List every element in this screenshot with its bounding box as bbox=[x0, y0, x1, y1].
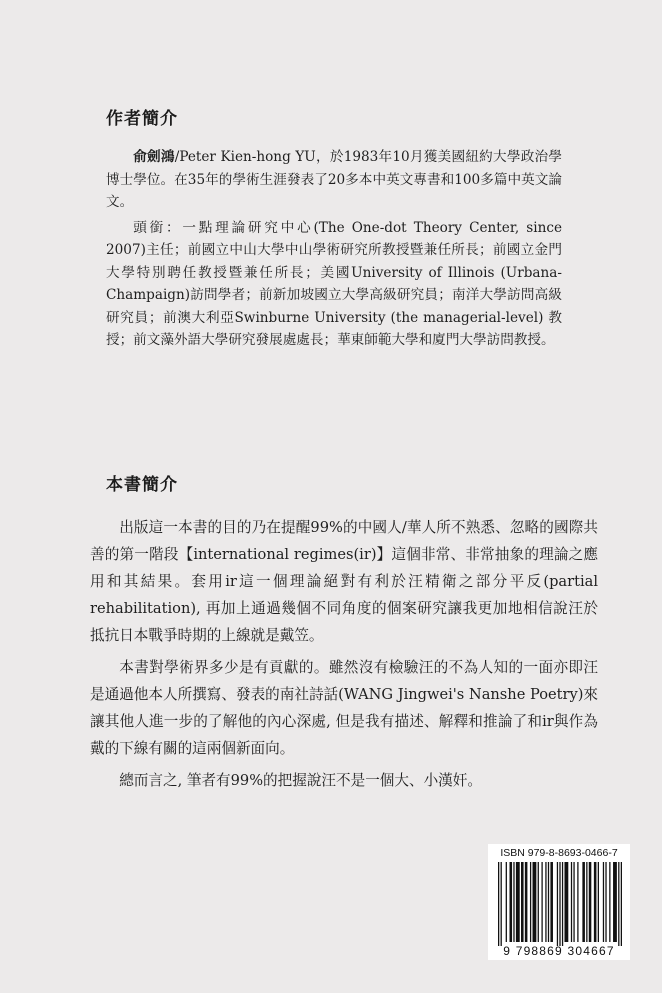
barcode-bar bbox=[525, 862, 528, 942]
barcode-bar bbox=[577, 862, 578, 942]
barcode-bar bbox=[533, 862, 537, 942]
barcode-bar bbox=[573, 862, 574, 942]
barcode-bar bbox=[510, 862, 513, 942]
barcode-digits: 9 798869 304667 bbox=[503, 944, 615, 958]
barcode-bar bbox=[513, 862, 514, 942]
barcode-bar bbox=[621, 862, 622, 946]
author-bio-paragraph bbox=[106, 146, 562, 214]
barcode-bars bbox=[498, 862, 622, 946]
author-bio bbox=[106, 146, 562, 352]
book-paragraph-2: 本書對學術界多少是有貢獻的。雖然沒有檢驗汪的不為人知的一面亦即汪是通過他本人所撰寫、發表的南社詩話(WANG Jingwei's Nanshe Poetry)來讓其他人進一步的了解他的內心深處, 但是我有描述、解釋和推論了和ir與作為戴的下線有關的這兩個新面向。 bbox=[90, 659, 598, 757]
barcode-bar bbox=[594, 862, 597, 942]
book-heading: 本書簡介 bbox=[106, 475, 178, 495]
barcode-bar bbox=[613, 862, 617, 942]
barcode-bar bbox=[564, 862, 568, 942]
barcode-bar bbox=[530, 862, 531, 942]
barcode-bar bbox=[589, 862, 592, 942]
barcode-bar bbox=[557, 862, 558, 946]
barcode-bar bbox=[586, 862, 587, 942]
barcode-bar bbox=[506, 862, 507, 942]
barcode-bar bbox=[598, 862, 599, 942]
book-paragraph-3: 總而言之, 筆者有99%的把握說汪不是一個大、小漢奸。 bbox=[119, 772, 482, 789]
barcode-bar bbox=[559, 862, 560, 946]
barcode-bar bbox=[609, 862, 610, 942]
author-bio-text: /Peter Kien-hong YU，於1983年10月獲美國紐約大學政治學博士學位。在35年的學術生涯發表了20多本中英文專書和100多篇中英文論文。 bbox=[106, 149, 562, 210]
barcode-bar bbox=[516, 862, 520, 942]
barcode-bar bbox=[538, 862, 539, 942]
isbn-label: ISBN 979-8-8693-0466-7 bbox=[500, 847, 618, 859]
barcode-bar bbox=[541, 862, 542, 942]
barcode-bar bbox=[618, 862, 619, 946]
barcode-bar bbox=[550, 862, 553, 942]
barcode-bar bbox=[605, 862, 606, 942]
barcode-bar bbox=[521, 862, 524, 942]
isbn-barcode bbox=[488, 844, 630, 960]
book-paragraph-1: 出版這一本書的目的乃在提醒99%的中國人/華人所不熟悉、忽略的國際共善的第一階段【international regimes(ir)】這個非常、非常抽象的理論之應用和其結果。套用ir這一個理論絕對有利於汪精衛之部分平反(partial rehabilitation), 再加上通過幾個不同角度的個案研究讓我更加地相信說汪於抵抗日本戰爭時期的上線就是戴笠。 bbox=[90, 519, 598, 644]
barcode-bar bbox=[498, 862, 499, 946]
barcode-bar bbox=[548, 862, 549, 942]
barcode-bar bbox=[603, 862, 604, 942]
barcode-bar bbox=[582, 862, 585, 942]
barcode-bar bbox=[501, 862, 502, 946]
barcode-bar bbox=[571, 862, 572, 942]
author-name: 俞劍鴻 bbox=[133, 149, 175, 165]
author-titles-paragraph: 頭銜：一點理論研究中心(The One-dot Theory Center, since 2007)主任；前國立中山大學中山學術研究所教授暨兼任所長；前國立金門大學特別聘任教授暨兼任所長；美國University of Illinois (Urbana-Champaign)訪問學者；前新加坡國立大學高級研究員；南洋大學訪問高級研究員；前澳大利亞Swinburne University (the managerial-level) 教授；前文藻外語大學研究發展處處長；華東師範大學和廈門大學訪問教授。 bbox=[106, 219, 562, 348]
book-description bbox=[90, 514, 598, 799]
barcode-bar bbox=[562, 862, 563, 946]
barcode-bar bbox=[545, 862, 546, 942]
author-heading: 作者簡介 bbox=[106, 109, 178, 129]
